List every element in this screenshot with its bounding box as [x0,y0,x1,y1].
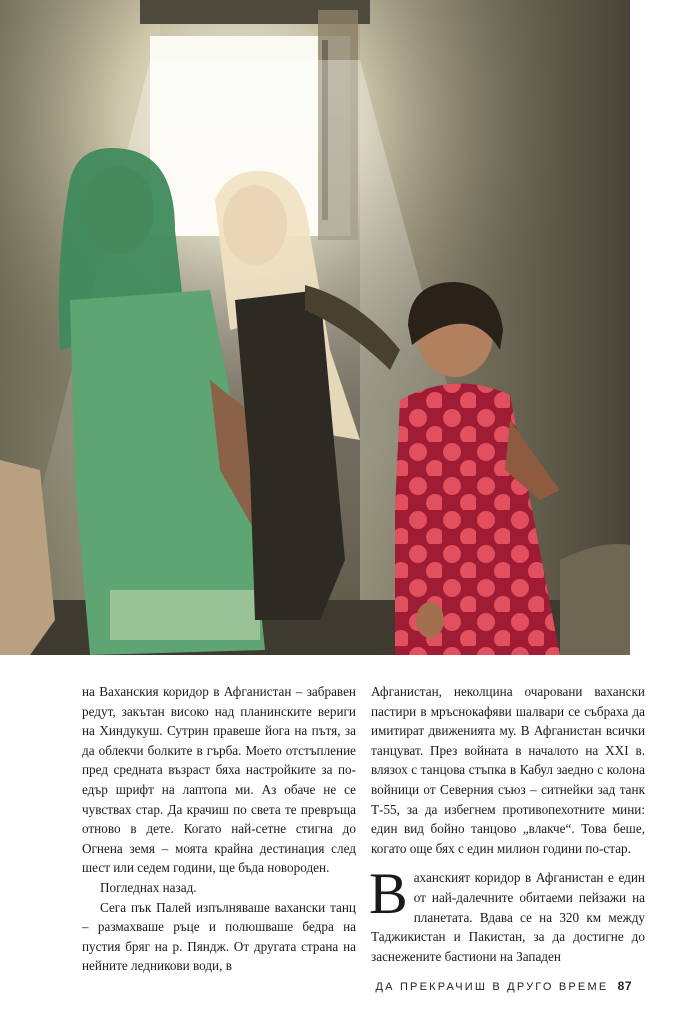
article-column-right [371,682,645,966]
body-paragraph: Афганистан, неколцина очаровани вахански пастири в мръснокафяви шалвари се събраха да имитират движенията му. В Афганистан всички танцуват. През войната в началото на XXI в. влязох с танцова стъпка в Кабул заедно с колона войници от Северния съюз – ситнейки зад танк Т-55, за да избегнем противопехотните мини: един вид бойно танцово „влакче“. Това беше, когато още бях с един милион години по-стар. [371,684,645,856]
running-title: ДА ПРЕКРАЧИШ В ДРУГО ВРЕМЕ [375,981,609,993]
page-number: 87 [617,979,632,993]
body-paragraph: на Ваханския коридор в Афганистан – забравен редут, закътан високо над планинските вериги на Хиндукуш. Сутрин правеше йога на пътя, за да облекчи болките в гърба. Моето отстъпление пред средната възраст бяха настройките за по-едър шрифт на лаптопа ми. Аз обаче не се чувствах стар. Да крачиш по света те превръща отново в дете. Когато най-сетне стигна до Огнена земя – моята крайна дестинация след шест или седем години, ще бъда новороден. [82,684,356,876]
body-text: аханският коридор в Афганистан е един от най-далечните обитаеми пейзажи на планетата. Вдава се на 320 км между Таджикистан и Пакистан, за да достигне до заснежените бастиони на Западен [371,870,645,964]
dropcap-paragraph [369,861,645,966]
body-paragraph: Погледнах назад. [100,879,197,895]
drop-cap: В [369,861,408,927]
paragraph-gap [371,858,645,868]
body-paragraph: Сега пък Палей изпълняваше вахански танц – размахваше ръце и полюшваше бедра на пустия бряг на р. Пяндж. От другата страна на нейните ледникови води, в [82,899,356,974]
article-column-left [82,682,356,976]
page-footer [376,979,633,993]
